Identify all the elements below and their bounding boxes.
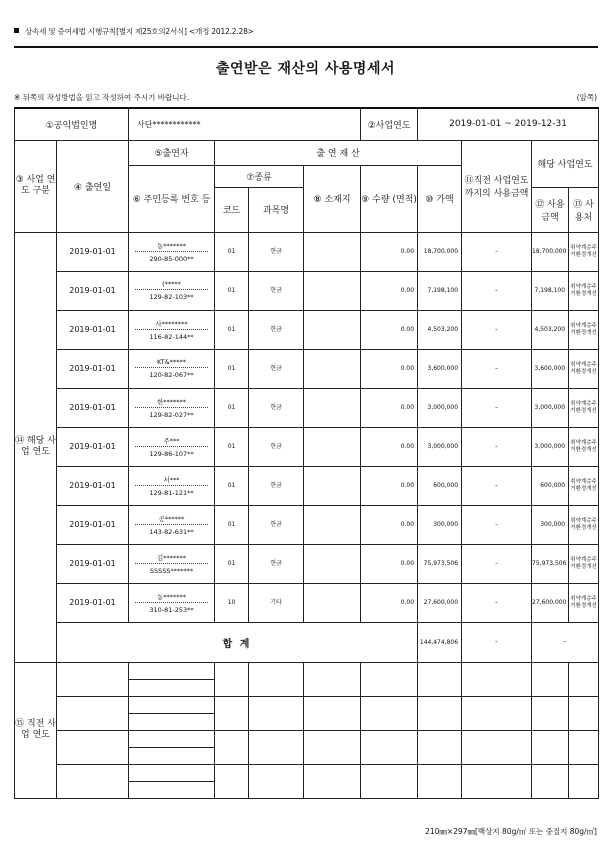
donor-id-number: 129-86-107**: [149, 449, 194, 458]
donor-cell: [129, 544, 215, 583]
prev-used-amount: –: [462, 466, 532, 505]
asset-value: 600,000: [418, 466, 462, 505]
empty-cell: [532, 730, 569, 764]
asset-code: 01: [215, 232, 249, 271]
asset-value: 4,503,200: [418, 310, 462, 349]
empty-cell: [532, 662, 569, 696]
col-id-header: ⑥ 주민등록 번호 등: [129, 165, 215, 232]
asset-subject: 기타: [249, 583, 304, 622]
empty-cell: [462, 696, 532, 730]
donor-id-number: 143-82-631**: [149, 527, 194, 536]
asset-code: 01: [215, 544, 249, 583]
donation-date: 2019-01-01: [57, 466, 129, 505]
prev-used-amount: –: [462, 271, 532, 310]
col-code-header: 코드: [215, 187, 249, 232]
donation-date: 2019-01-01: [57, 505, 129, 544]
asset-location: [304, 310, 361, 349]
donor-name: 사********: [135, 319, 208, 330]
table-row: [15, 427, 599, 466]
prev-used-amount: –: [462, 232, 532, 271]
prev-used-amount: –: [462, 583, 532, 622]
empty-cell: [129, 747, 215, 764]
empty-cell: [304, 662, 361, 696]
asset-value: 3,600,000: [418, 349, 462, 388]
empty-cell: [215, 696, 249, 730]
col-quantity-header: ⑨ 수량 (면적): [361, 165, 418, 232]
asset-code: 01: [215, 271, 249, 310]
used-amount: 75,973,506: [532, 544, 569, 583]
col-donor-header: ⑤출연자: [129, 140, 215, 165]
asset-value: 18,700,000: [418, 232, 462, 271]
asset-subject: 현금: [249, 427, 304, 466]
empty-cell: [462, 730, 532, 764]
empty-cell: [569, 662, 599, 696]
use-place: 취약계층주거환경개선: [569, 271, 599, 310]
empty-cell: [532, 696, 569, 730]
use-place: 취약계층주거환경개선: [569, 232, 599, 271]
donor-cell: [129, 271, 215, 310]
asset-value: 75,973,506: [418, 544, 462, 583]
asset-code: 01: [215, 427, 249, 466]
empty-cell: [129, 662, 215, 679]
empty-cell: [129, 764, 215, 781]
used-amount: 3,000,000: [532, 388, 569, 427]
header-rule: [14, 46, 598, 48]
use-place: 취약계층주거환경개선: [569, 427, 599, 466]
donor-id-number: 129-82-027**: [149, 410, 194, 419]
asset-quantity: 0.00: [361, 310, 418, 349]
asset-location: [304, 583, 361, 622]
asset-quantity: 0.00: [361, 271, 418, 310]
empty-row: [15, 696, 599, 713]
empty-cell: [57, 730, 129, 764]
donor-cell: [129, 232, 215, 271]
empty-cell: [361, 696, 418, 730]
asset-location: [304, 271, 361, 310]
col-year-type-header: ③ 사업 연도 구분: [15, 140, 57, 232]
asset-quantity: 0.00: [361, 232, 418, 271]
asset-code: 01: [215, 505, 249, 544]
empty-cell: [215, 764, 249, 798]
asset-quantity: 0.00: [361, 427, 418, 466]
section-current-year-label: ⑭ 해당 사업 연도: [15, 232, 57, 662]
col-location-header: ⑧ 소재지: [304, 165, 361, 232]
col-date-header: ④ 출연일: [57, 140, 129, 232]
table-row: [15, 544, 599, 583]
total-value: 144,474,806: [418, 622, 462, 662]
donor-name: 서***: [135, 475, 208, 486]
asset-location: [304, 544, 361, 583]
prev-used-amount: –: [462, 427, 532, 466]
table-row: [15, 505, 599, 544]
empty-cell: [215, 662, 249, 696]
page-title: 출연받은 재산의 사용명세서: [215, 61, 396, 77]
donor-cell: [129, 310, 215, 349]
asset-code: 01: [215, 310, 249, 349]
empty-cell: [304, 696, 361, 730]
asset-location: [304, 349, 361, 388]
empty-cell: [418, 730, 462, 764]
asset-subject: 현금: [249, 388, 304, 427]
asset-quantity: 0.00: [361, 544, 418, 583]
asset-location: [304, 466, 361, 505]
asset-quantity: 0.00: [361, 505, 418, 544]
use-place: 취약계층주거환경개선: [569, 310, 599, 349]
donor-id-number: 129-82-103**: [149, 293, 194, 301]
donor-cell: [129, 583, 215, 622]
asset-code: 01: [215, 349, 249, 388]
square-bullet-icon: [14, 28, 19, 33]
asset-subject: 현금: [249, 271, 304, 310]
empty-cell: [57, 662, 129, 696]
col-subject-header: 과목명: [249, 187, 304, 232]
prev-used-amount: –: [462, 310, 532, 349]
asset-value: 300,000: [418, 505, 462, 544]
donor-cell: [129, 505, 215, 544]
donation-date: 2019-01-01: [57, 544, 129, 583]
paper-spec-footer: 210㎜×297㎜[백상지 80g/㎡ 또는 중질지 80g/㎡]: [425, 827, 597, 836]
empty-cell: [418, 662, 462, 696]
used-amount: 300,000: [532, 505, 569, 544]
empty-cell: [418, 764, 462, 798]
asset-value: 7,198,100: [418, 271, 462, 310]
asset-location: [304, 427, 361, 466]
asset-location: [304, 388, 361, 427]
empty-cell: [569, 730, 599, 764]
instruction-note: ※ 뒤쪽의 작성방법을 읽고 작성하여 주시기 바랍니다.: [14, 93, 190, 102]
empty-row: [15, 662, 599, 679]
use-place: 취약계층주거환경개선: [569, 544, 599, 583]
asset-value: 27,600,000: [418, 583, 462, 622]
donor-id-number: 310-81-253**: [149, 605, 194, 614]
used-amount: 3,000,000: [532, 427, 569, 466]
donor-cell: [129, 388, 215, 427]
asset-quantity: 0.00: [361, 583, 418, 622]
empty-cell: [361, 730, 418, 764]
asset-subject: 현금: [249, 466, 304, 505]
empty-cell: [532, 764, 569, 798]
donor-name: KT&*****: [135, 358, 208, 368]
donation-date: 2019-01-01: [57, 310, 129, 349]
page-side-label: (앞쪽): [576, 93, 597, 102]
donor-name: 농*******: [135, 592, 208, 603]
donor-id-number: 290-85-000**: [149, 254, 194, 263]
table-row: [15, 349, 599, 388]
asset-code: 10: [215, 583, 249, 622]
empty-cell: [129, 696, 215, 713]
col-current-year-header: 해당 사업연도: [532, 140, 599, 187]
col-used-amount-header: ⑫ 사용 금액: [532, 187, 569, 232]
table-row: [15, 466, 599, 505]
empty-cell: [57, 696, 129, 730]
table-row: [15, 583, 599, 622]
total-label: 합 계: [57, 622, 418, 662]
donor-name: 농*******: [135, 241, 208, 252]
col-prev-use-header: ⑪직전 사업연도 까지의 사용금액: [462, 140, 532, 232]
prev-used-amount: –: [462, 388, 532, 427]
donor-cell: [129, 349, 215, 388]
empty-cell: [249, 764, 304, 798]
col-value-header: ⑩ 가액: [418, 165, 462, 232]
table-row: [15, 232, 599, 271]
empty-cell: [249, 696, 304, 730]
donation-date: 2019-01-01: [57, 271, 129, 310]
donor-id-number: 116-82-144**: [149, 332, 194, 341]
asset-subject: 현금: [249, 232, 304, 271]
corp-name-value: 사단************: [129, 108, 361, 140]
regulation-header: [14, 26, 254, 37]
use-place: 취약계층주거환경개선: [569, 583, 599, 622]
asset-subject: 현금: [249, 310, 304, 349]
asset-value: 3,000,000: [418, 427, 462, 466]
col-type-header: ⑦종류: [215, 165, 304, 187]
table-row: [15, 388, 599, 427]
donor-name: 주***: [135, 436, 208, 447]
asset-quantity: 0.00: [361, 349, 418, 388]
empty-cell: [569, 764, 599, 798]
donor-id-number: 120-82-067**: [149, 371, 194, 379]
empty-cell: [304, 730, 361, 764]
donor-name: (*****: [135, 280, 208, 290]
donation-date: 2019-01-01: [57, 349, 129, 388]
prev-used-amount: –: [462, 505, 532, 544]
donor-id-number: SSSSS*******: [149, 566, 194, 575]
empty-row: [15, 764, 599, 781]
empty-cell: [462, 764, 532, 798]
regulation-text: 상속세 및 증여세법 시행규칙[별지 제25호의2서식] <개정 2012.2.28>: [25, 27, 254, 36]
donation-date: 2019-01-01: [57, 388, 129, 427]
asset-code: 01: [215, 466, 249, 505]
empty-cell: [462, 662, 532, 696]
empty-cell: [569, 696, 599, 730]
donor-name: 공******: [135, 514, 208, 525]
use-place: 취약계층주거환경개선: [569, 388, 599, 427]
total-row: [15, 622, 599, 662]
prev-used-amount: –: [462, 349, 532, 388]
empty-cell: [129, 713, 215, 730]
table-row: [15, 310, 599, 349]
empty-cell: [57, 764, 129, 798]
donation-date: 2019-01-01: [57, 427, 129, 466]
usage-statement-table: [14, 107, 599, 799]
empty-cell: [361, 764, 418, 798]
year-value: 2019-01-01 ~ 2019-12-31: [418, 108, 599, 140]
col-asset-header: 출 연 재 산: [215, 140, 462, 165]
empty-cell: [304, 764, 361, 798]
empty-cell: [129, 781, 215, 798]
asset-value: 3,000,000: [418, 388, 462, 427]
donation-date: 2019-01-01: [57, 583, 129, 622]
prev-used-amount: –: [462, 544, 532, 583]
use-place: 취약계층주거환경개선: [569, 349, 599, 388]
used-amount: 27,600,000: [532, 583, 569, 622]
donor-id-number: 129-81-121**: [149, 488, 194, 497]
empty-cell: [129, 730, 215, 747]
section-prev-year-label: ⑮ 직전 사업 연도: [15, 662, 57, 798]
asset-subject: 현금: [249, 505, 304, 544]
empty-cell: [129, 679, 215, 696]
asset-subject: 현금: [249, 544, 304, 583]
donor-cell: [129, 427, 215, 466]
total-used: –: [532, 622, 599, 662]
donor-name: 한*******: [135, 397, 208, 408]
use-place: 취약계층주거환경개선: [569, 505, 599, 544]
donor-name: 김*******: [135, 553, 208, 564]
asset-subject: 현금: [249, 349, 304, 388]
used-amount: 4,503,200: [532, 310, 569, 349]
used-amount: 7,198,100: [532, 271, 569, 310]
empty-cell: [249, 730, 304, 764]
use-place: 취약계층주거환경개선: [569, 466, 599, 505]
col-use-place-header: ⑬ 사용처: [569, 187, 599, 232]
empty-cell: [249, 662, 304, 696]
asset-location: [304, 505, 361, 544]
empty-cell: [215, 730, 249, 764]
empty-row: [15, 730, 599, 747]
asset-quantity: 0.00: [361, 466, 418, 505]
donation-date: 2019-01-01: [57, 232, 129, 271]
used-amount: 600,000: [532, 466, 569, 505]
asset-code: 01: [215, 388, 249, 427]
corp-name-label: ①공익법인명: [15, 108, 129, 140]
year-label: ②사업연도: [361, 108, 418, 140]
donor-cell: [129, 466, 215, 505]
asset-location: [304, 232, 361, 271]
table-row: [15, 271, 599, 310]
total-prev-used: –: [462, 622, 532, 662]
used-amount: 18,700,000: [532, 232, 569, 271]
empty-cell: [361, 662, 418, 696]
used-amount: 3,600,000: [532, 349, 569, 388]
empty-cell: [418, 696, 462, 730]
asset-quantity: 0.00: [361, 388, 418, 427]
